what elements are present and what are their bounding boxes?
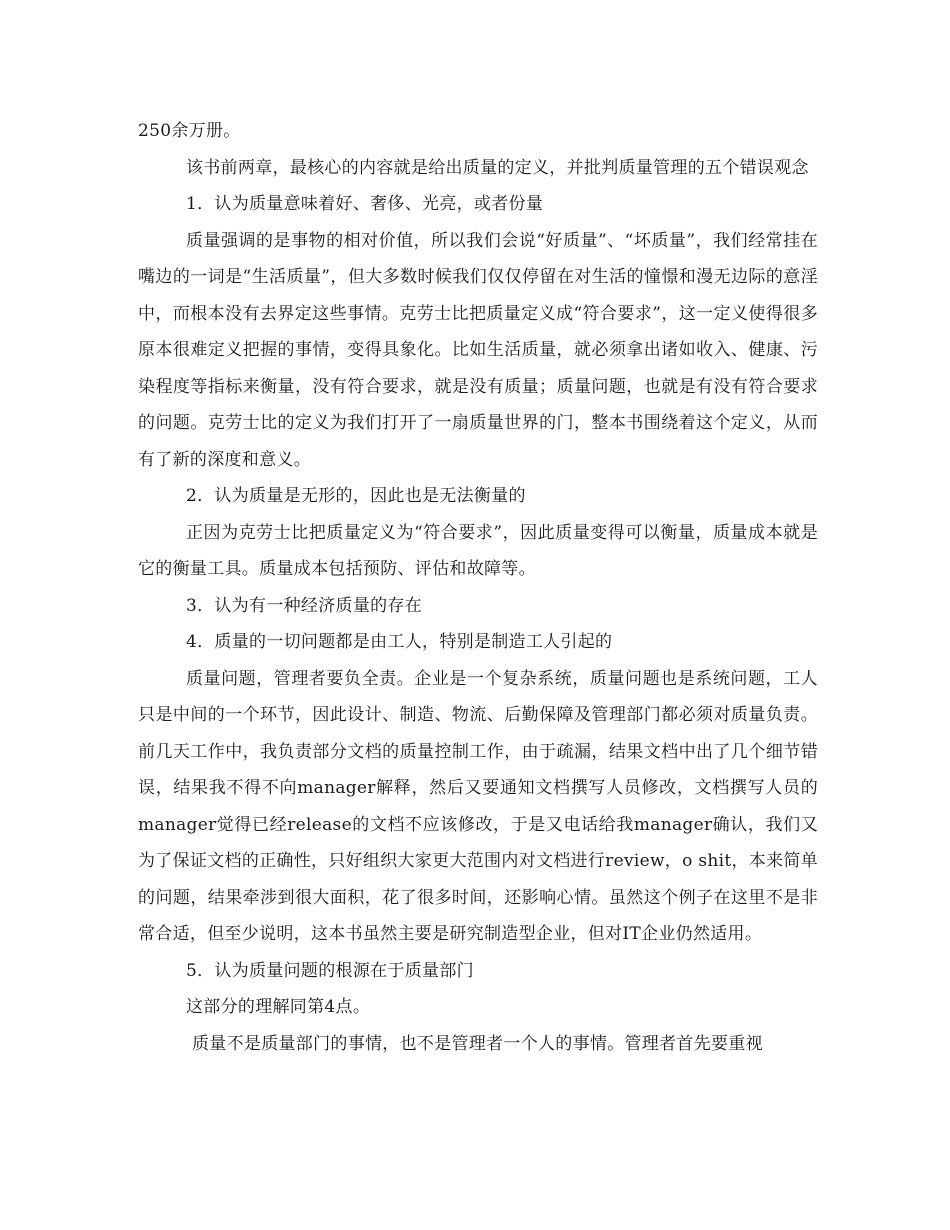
paragraph-intro: 该书前两章，最核心的内容就是给出质量的定义，并批判质量管理的五个错误观念 [186,157,809,178]
document-body [138,113,818,1062]
list-item-5: 5．认为质量问题的根源在于质量部门 [186,960,474,981]
list-item-4: 4．质量的一切问题都是由工人，特别是制造工人引起的 [186,632,613,652]
list-item-1: 1．认为质量意味着好、奢侈、光亮，或者份量 [186,194,544,214]
paragraph-item-5-explanation: 这部分的理解同第4点。 [186,997,371,1017]
paragraph-item-2-explanation: 正因为克劳士比把质量定义为“符合要求”，因此质量变得可以衡量，质量成本就是它的衡量工具。质量成本包括预防、评估和故障等。 [138,522,818,579]
paragraph-item-4-explanation: 质量问题，管理者要负全责。企业是一个复杂系统，质量问题也是系统问题，工人只是中间的一个环节，因此设计、制造、物流、后勤保障及管理部门都必须对质量负责。前几天工作中，我负责部分文档的质量控制工作，由于疏漏，结果文档中出了几个细节错误，结果我不得不向manager解释，然后又要通知文档撰写人员修改，文档撰写人员的manager觉得已经release的文档不应该修改，于是又电话给我manager确认，我们又为了保证文档的正确性，只好组织大家更大范围内对文档进行review，o shit，本来简单的问题，结果牵涉到很大面积，花了很多时间，还影响心情。虽然这个例子在这里不是非常合适，但至少说明，这本书虽然主要是研究制造型企业，但对IT企业仍然适用。 [138,668,818,944]
list-item-3: 3．认为有一种经济质量的存在 [186,595,423,616]
paragraph-item-1-explanation: 质量强调的是事物的相对价值，所以我们会说“好质量”、“坏质量”，我们经常挂在嘴边的一词是“生活质量”，但大多数时候我们仅仅停留在对生活的憧憬和漫无边际的意淫中，而根本没有去界定这些事情。克劳士比把质量定义成“符合要求”，这一定义使得很多原本很难定义把握的事情，变得具象化。比如生活质量，就必须拿出诸如收入、健康、污染程度等指标来衡量，没有符合要求，就是没有质量；质量问题，也就是有没有符合要求的问题。克劳士比的定义为我们打开了一扇质量世界的门，整本书围绕着这个定义，从而有了新的深度和意义。 [138,230,818,470]
list-item-2: 2．认为质量是无形的，因此也是无法衡量的 [186,486,526,506]
paragraph-conclusion: 质量不是质量部门的事情，也不是管理者一个人的事情。管理者首先要重视 [192,1033,763,1054]
paragraph-continuation: 250余万册。 [138,121,241,141]
